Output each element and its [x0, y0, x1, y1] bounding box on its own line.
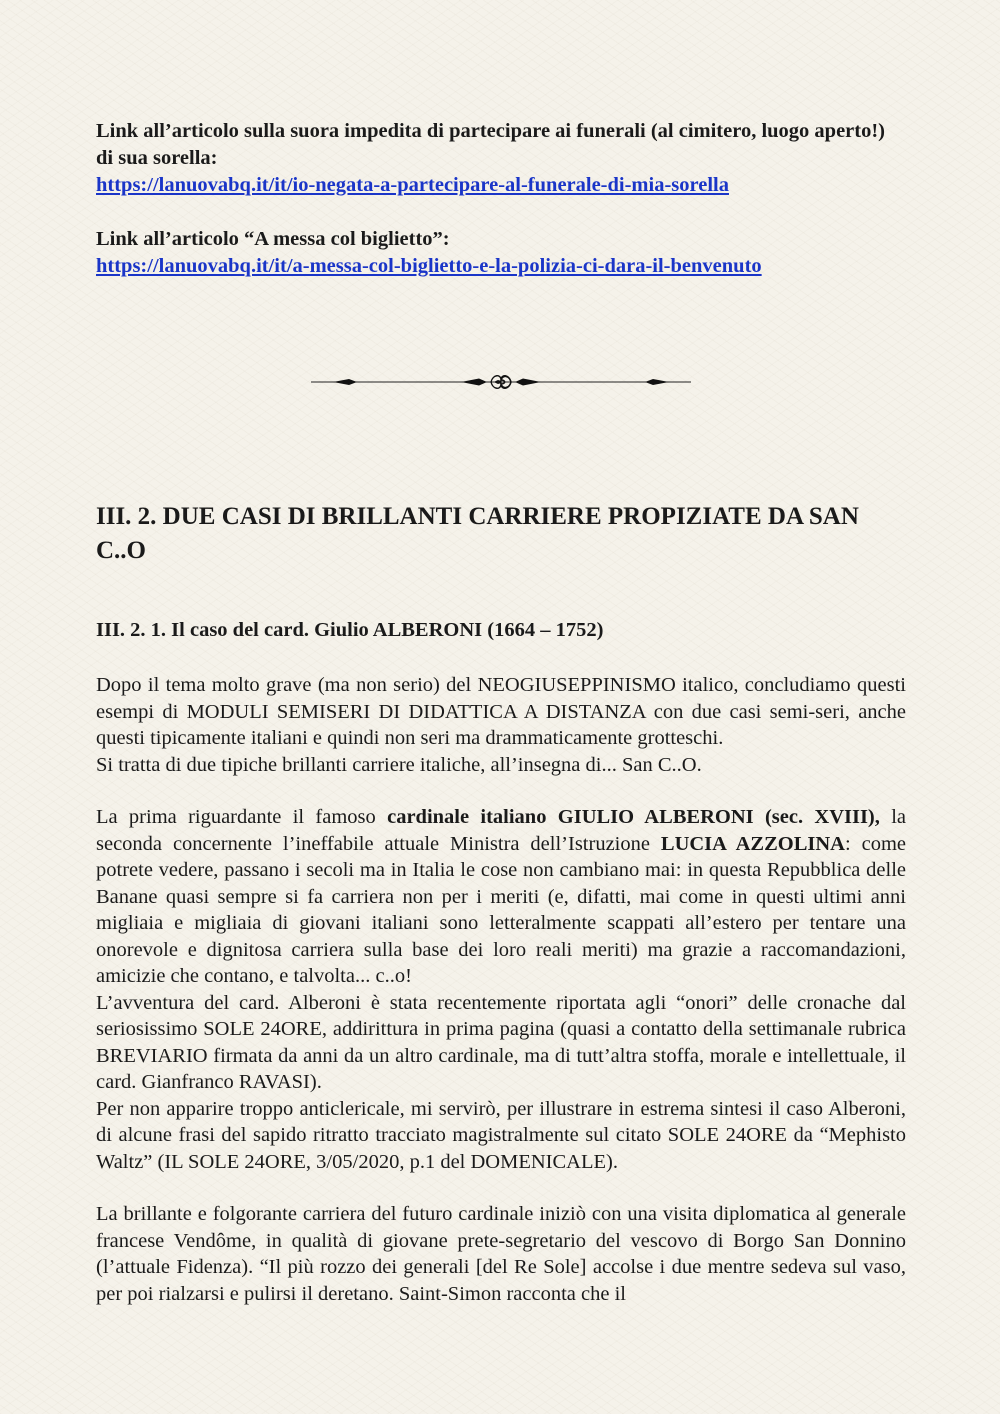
section-heading: III. 2. DUE CASI DI BRILLANTI CARRIERE PROPIZIATE DA SAN C..O: [96, 503, 859, 564]
link-block-2: [96, 226, 906, 280]
paragraph-3-text-c: la seconda concernente l’ineffabile attuale Ministra dell’Istruzione: [96, 806, 906, 855]
link-messa-biglietto[interactable]: https://lanuovabq.it/it/a-messa-col-biglietto-e-la-polizia-ci-dara-il-benvenuto: [96, 255, 762, 277]
link-block-1: [96, 118, 906, 199]
paragraph-5: Per non apparire troppo anticlericale, mi servirò, per illustrare in estrema sintesi il caso Alberoni, di alcune frasi del sapido ritratto tracciato magistralmente sul citato SOLE 24ORE da “Mephisto Waltz” (IL SOLE 24ORE, 3/05/2020, p.1 del DOMENICALE).: [96, 1097, 906, 1173]
body-text: [96, 672, 906, 1307]
paragraph-2: Si tratta di due tipiche brillanti carriere italiche, all’insegna di... San C..O.: [96, 753, 702, 776]
document-content: [96, 118, 906, 1307]
paragraph-1: Dopo il tema molto grave (ma non serio) del NEOGIUSEPPINISMO italico, concludiamo questi esempi di MODULI SEMISERI DI DIDATTICA A DISTANZA con due casi semi-seri, anche questi tipicamente italiani e quindi non seri ma drammaticamente grotteschi.: [96, 674, 906, 749]
paragraph-4: L’avventura del card. Alberoni è stata recentemente riportata agli “onori” delle cronache dal seriosissimo SOLE 24ORE, addirittura in prima pagina (quasi a contatto della settimanale rubrica BREVIARIO firmata da anni da un altro cardinale, ma di tutt’altra stoffa, morale e intellettuale, il card. Gianfranco RAVASI).: [96, 991, 906, 1093]
ornamental-divider-icon: [311, 372, 691, 392]
paragraph-3: [96, 804, 906, 990]
paragraph-6: La brillante e folgorante carriera del futuro cardinale iniziò con una visita diplomatica al generale francese Vendôme, in qualità di giovane prete-segretario del vescovo di Borgo San Donnino (l’attuale Fidenza). “Il più rozzo dei generali [del Re Sole] accolse i due mentre sedeva sul vaso, per poi rialzarsi e pulirsi il deretano. Saint-Simon racconta che il: [96, 1203, 906, 1305]
link-intro-1: Link all’articolo sulla suora impedita di partecipare ai funerali (al cimitero, luogo aperto!) di sua sorella:: [96, 120, 885, 169]
link-suora-funerale[interactable]: https://lanuovabq.it/it/io-negata-a-partecipare-al-funerale-di-mia-sorella: [96, 174, 729, 196]
link-intro-2: Link all’articolo “A messa col biglietto”:: [96, 228, 450, 250]
paragraph-3-text-e: : come potrete vedere, passano i secoli ma in Italia le cose non cambiano mai: in questa Repubblica delle Banane quasi sempre si fa carriera non per i meriti (e, difatti, mai come in questi ultimi anni migliaia e migliaia di giovani italiani sono letteralmente scappati all’estero per tentare una onorevole e dignitosa carriera sulla base dei loro reali meriti) ma grazie a raccomandazioni, amicizie che contano, e talvolta... c..o!: [96, 832, 906, 987]
paragraph-3-bold-alberoni: cardinale italiano GIULIO ALBERONI (sec. XVIII),: [387, 806, 880, 828]
paragraph-3-text-a: La prima riguardante il famoso: [96, 806, 388, 828]
subsection-heading: III. 2. 1. Il caso del card. Giulio ALBERONI (1664 – 1752): [96, 619, 604, 641]
paragraph-3-bold-azzolina: LUCIA AZZOLINA: [660, 832, 845, 855]
